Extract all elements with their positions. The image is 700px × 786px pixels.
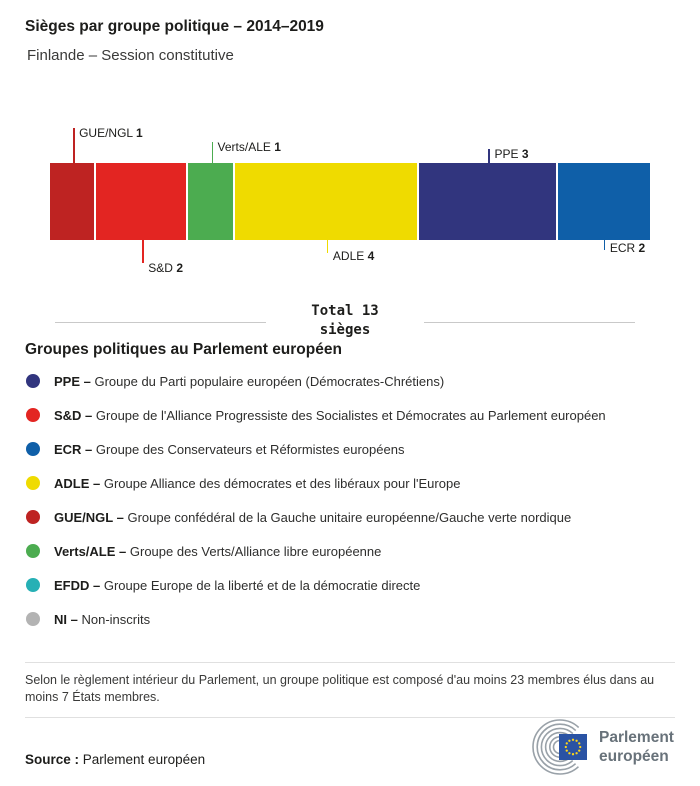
- total-rule-right: [424, 322, 635, 323]
- legend-list: [26, 371, 606, 629]
- total-seats-label: [266, 302, 424, 340]
- legend-dot-ecr: [26, 442, 40, 456]
- source-line: [25, 752, 205, 767]
- eu-flag-icon: [559, 734, 587, 760]
- callout-label-ppe: PPE 3: [494, 147, 529, 161]
- legend-label-s-d: S&D – Groupe de l'Alliance Progressiste des Socialistes et Démocrates au Parlement européen: [54, 407, 606, 423]
- legend-item-s-d: [26, 405, 606, 425]
- legend-label-ppe: PPE – Groupe du Parti populaire européen (Démocrates-Chrétiens): [54, 373, 445, 389]
- legend-dot-ni: [26, 612, 40, 626]
- page-subtitle: Finlande – Session constitutive: [27, 47, 234, 64]
- source-value: Parlement européen: [82, 752, 206, 767]
- legend-dot-adle: [26, 476, 40, 490]
- divider-top: [25, 662, 675, 663]
- legend-item-ni: [26, 609, 606, 629]
- divider-bottom: [25, 717, 675, 718]
- bar-segment-ppe: [419, 163, 557, 240]
- callout-label-ecr: ECR 2: [609, 241, 646, 255]
- legend-dot-efdd: [26, 578, 40, 592]
- logo-line2: européen: [599, 748, 669, 765]
- callout-line-s-d: [142, 240, 144, 263]
- footnote: Selon le règlement intérieur du Parlement, un groupe politique est composé d'au moins 23 membres élus dans au moins 7 États membres.: [25, 673, 655, 704]
- callout-line-ecr: [604, 240, 606, 250]
- legend-item-ppe: [26, 371, 606, 391]
- legend-label-gue-ngl: GUE/NGL – Groupe confédéral de la Gauche unitaire européenne/Gauche verte nordique: [54, 509, 572, 525]
- logo-text: [599, 728, 674, 766]
- callout-line-verts-ale: [212, 142, 214, 163]
- logo-line1: Parlement: [599, 729, 674, 746]
- legend-label-ecr: ECR – Groupe des Conservateurs et Réformistes européens: [54, 441, 405, 457]
- callout-label-gue-ngl: GUE/NGL 1: [79, 126, 143, 140]
- hemicycle-icon: [531, 719, 591, 775]
- total-rule-left: [55, 322, 266, 323]
- legend-dot-s-d: [26, 408, 40, 422]
- legend-dot-ppe: [26, 374, 40, 388]
- legend-item-ecr: [26, 439, 606, 459]
- legend-label-ni: NI – Non-inscrits: [54, 611, 151, 627]
- bar-segment-ecr: [558, 163, 650, 240]
- bar-segment-verts-ale: [188, 163, 234, 240]
- bar-segment-gue-ngl: [50, 163, 96, 240]
- callout-line-gue-ngl: [73, 128, 75, 163]
- total-row: [55, 302, 635, 340]
- legend-item-gue-ngl: [26, 507, 606, 527]
- legend-label-adle: ADLE – Groupe Alliance des démocrates et des libéraux pour l'Europe: [54, 475, 461, 491]
- bar-segment-s-d: [96, 163, 188, 240]
- legend-dot-verts-ale: [26, 544, 40, 558]
- total-line1: Total 13: [311, 303, 379, 319]
- source-label: Source :: [25, 752, 80, 767]
- legend-item-adle: [26, 473, 606, 493]
- legend-heading: Groupes politiques au Parlement européen: [25, 341, 342, 358]
- parliament-logo: [531, 719, 674, 775]
- page-title: Sièges par groupe politique – 2014–2019: [25, 18, 324, 35]
- callout-label-s-d: S&D 2: [148, 261, 183, 275]
- bar-segment-adle: [235, 163, 420, 240]
- callout-line-ppe: [488, 149, 490, 163]
- total-line2: sièges: [319, 322, 371, 338]
- legend-label-efdd: EFDD – Groupe Europe de la liberté et de la démocratie directe: [54, 577, 421, 593]
- seat-distribution-chart: [0, 120, 700, 290]
- callout-label-adle: ADLE 4: [332, 249, 375, 263]
- legend-item-efdd: [26, 575, 606, 595]
- legend-dot-gue-ngl: [26, 510, 40, 524]
- callout-line-adle: [327, 240, 329, 253]
- callout-label-verts-ale: Verts/ALE 1: [217, 140, 281, 154]
- legend-item-verts-ale: [26, 541, 606, 561]
- legend-label-verts-ale: Verts/ALE – Groupe des Verts/Alliance libre européenne: [54, 543, 382, 559]
